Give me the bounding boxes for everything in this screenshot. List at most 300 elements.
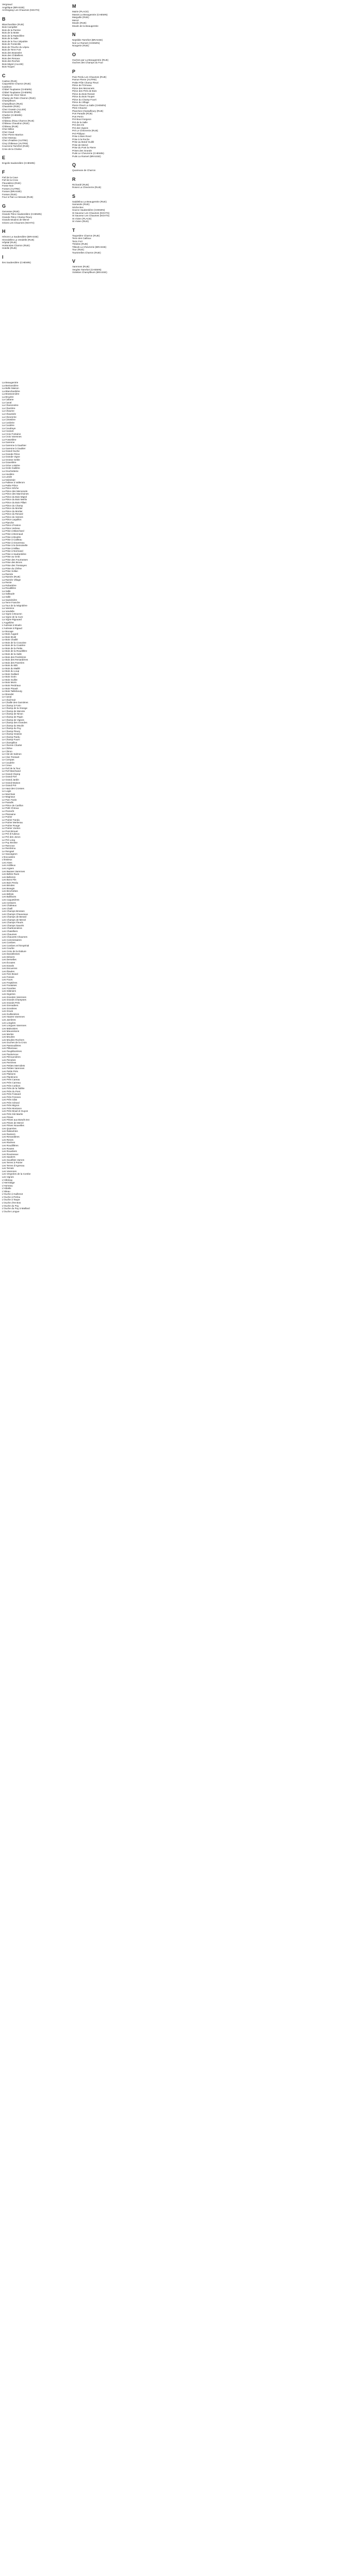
locality-entry: La Prise des Brons bbox=[2, 561, 22, 564]
index-entry: Bois de la Tour Sépultée bbox=[2, 40, 28, 43]
locality-entry: La Ramée (RUE) bbox=[2, 575, 21, 579]
locality-entry: L'Homeau bbox=[2, 1184, 13, 1187]
index-entry: Bois de l'Ouche du Lépeu bbox=[2, 45, 29, 48]
locality-entry: Les Chaumes bbox=[2, 933, 17, 936]
index-entry: Terre des Cailloux bbox=[72, 237, 91, 240]
locality-entry: Le Bois Morin bbox=[2, 681, 17, 684]
locality-entry: Les Chaleaux bbox=[2, 904, 17, 907]
locality-entry: La Tour de la Négrolière bbox=[2, 604, 27, 607]
locality-entry: Les Prés Careau bbox=[2, 1078, 20, 1081]
locality-entry: Les Petites Merroilets bbox=[2, 1064, 25, 1067]
index-entry: Chartier bbox=[2, 116, 11, 119]
locality-entry: L'Hermitage bbox=[2, 1181, 15, 1184]
locality-entry: La Terre Franche bbox=[2, 601, 20, 604]
locality-entry: Le Marchais bbox=[2, 792, 15, 795]
locality-entry: Les Dandeleines bbox=[2, 953, 20, 956]
index-entry: Bois Migné (ALLEE) bbox=[2, 62, 24, 65]
locality-entry: Les Caquetières bbox=[2, 898, 20, 901]
locality-entry: Les Petits Prés bbox=[2, 1070, 18, 1073]
locality-entry: Les Brillots bbox=[2, 892, 14, 895]
locality-entry: Les Chaill bbox=[2, 907, 13, 910]
locality-entry: Les Plaisons bbox=[2, 1073, 16, 1076]
index-entry: Cardinon bbox=[2, 85, 12, 88]
locality-entry: Les Ardilleux bbox=[2, 864, 16, 867]
index-entry: Hirondelles La Vendelle (RUE) bbox=[2, 238, 35, 241]
index-entry: Marais La Beaugentrie (CHEMIN) bbox=[72, 13, 108, 16]
index-entry: Chez Gaud bbox=[2, 130, 14, 133]
locality-entry: Les Grenadiers bbox=[2, 1004, 19, 1007]
locality-entry: Les Combes bbox=[2, 941, 15, 944]
locality-entry: La Croix Fontaine bbox=[2, 432, 21, 435]
index-entry: Neptiliée Tarrefort (BRASSE) bbox=[72, 39, 103, 41]
index-entry: Grande Pièce Champ Fleury bbox=[2, 215, 32, 218]
locality-entry: Les Pâtureaux bbox=[2, 1047, 18, 1050]
locality-entry: Le Bois de la Petite bbox=[2, 647, 23, 650]
locality-entry: Les Prises Nouvelles bbox=[2, 1124, 24, 1127]
locality-entry: La Prise des Tressayes bbox=[2, 564, 27, 567]
index-entry: Richardé (RUE) bbox=[72, 183, 89, 186]
locality-entry: L'Ouche à Guillenot bbox=[2, 1193, 23, 1196]
locality-entry: Le Pré des Joncs bbox=[2, 835, 21, 838]
locality-entry: Les Prises aux Bœufs Est bbox=[2, 1118, 29, 1122]
index-entry: Angélique (BRASSE) bbox=[2, 6, 25, 9]
index-entry: Champ de Potin Charron (RUE) bbox=[2, 96, 36, 99]
section-letter: C bbox=[2, 73, 6, 78]
index-entry: Bois de Fontenille bbox=[2, 43, 21, 45]
locality-entry: La Pièce Verlene bbox=[2, 527, 20, 530]
index-entry: Bois de la Motte bbox=[2, 31, 19, 34]
locality-entry: Les Prés Migron bbox=[2, 1104, 20, 1107]
index-left-column bbox=[2, 2, 64, 268]
index-entry: Chez Billon bbox=[2, 128, 14, 130]
index-entry: Plein Chaume bbox=[72, 107, 87, 109]
index-entry: Prise à Bois Rond bbox=[72, 135, 91, 138]
locality-entry: La Pièce du Mortier bbox=[2, 510, 23, 513]
index-entry: Pré des Vignes bbox=[72, 126, 89, 129]
locality-entry: Les Terres d'Agrenau bbox=[2, 1164, 25, 1167]
locality-entry: Les Guillonières bbox=[2, 1012, 19, 1015]
locality-entry: Les Longées bbox=[2, 1021, 16, 1024]
locality-entry: La Chaume bbox=[2, 410, 14, 413]
locality-entry: Le Bois Pinault bbox=[2, 687, 18, 690]
index-entry: Hortensias Charron (RUE) bbox=[2, 244, 30, 247]
locality-entry: Le Clos Tressart bbox=[2, 755, 20, 758]
index-entry: St Vivien (PLACE) bbox=[72, 217, 92, 220]
locality-entry: L'Hôtelle bbox=[2, 1187, 11, 1190]
section-letter: O bbox=[72, 52, 76, 57]
locality-entry: L'Hôtimay bbox=[2, 1178, 13, 1181]
locality-entry: Les Déniers bbox=[2, 955, 15, 958]
locality-entry: Les Brochettes bbox=[2, 890, 18, 893]
locality-entry: Le Bois du Maillé bbox=[2, 667, 20, 670]
locality-entry: Le Chail Noir bbox=[2, 698, 16, 701]
locality-entry: Le Champillon bbox=[2, 741, 18, 744]
locality-entry: Les Chatelliers bbox=[2, 930, 18, 933]
locality-entry: La Saulvinière bbox=[2, 598, 18, 601]
locality-entry: Les Basses Varennes bbox=[2, 870, 25, 873]
index-entry: Port Paradis (RUE) bbox=[72, 112, 93, 115]
index-entry: Prise de Mervé bbox=[72, 143, 88, 146]
locality-entry: Le Bois du Bât bbox=[2, 664, 18, 667]
locality-entry: Les Paulumoux bbox=[2, 1053, 19, 1056]
locality-entry: Les Peupliborières bbox=[2, 1049, 22, 1053]
locality-entry: Les Rivières bbox=[2, 1141, 15, 1144]
index-section bbox=[2, 169, 64, 199]
index-section bbox=[72, 176, 134, 189]
index-entry: Pièce du Bois Toupet bbox=[72, 95, 95, 98]
locality-entry: Le Champ de Papin bbox=[2, 715, 23, 718]
index-entry: Gervesse (RUE) bbox=[2, 210, 20, 213]
locality-entry: La Noiseraie bbox=[2, 478, 15, 481]
locality-entry: La Prise à Bouttin bbox=[2, 535, 21, 538]
locality-entry: La Belle Maison bbox=[2, 387, 19, 390]
locality-entry: La Vigne de la Cure bbox=[2, 615, 23, 618]
section-letter: G bbox=[2, 203, 6, 209]
index-section bbox=[72, 31, 134, 47]
locality-entry: La Pièce du Renard bbox=[2, 513, 23, 516]
locality-entry: Les Terrats bbox=[2, 1167, 14, 1170]
locality-entry: Le Bois de la Roudillère bbox=[2, 650, 27, 653]
index-section bbox=[72, 227, 134, 255]
locality-entry: Les Derselles bbox=[2, 958, 16, 961]
index-section bbox=[2, 228, 64, 250]
locality-entry: Les Combes et l'Empérial bbox=[2, 944, 29, 947]
locality-entry: Les Prés Sût Martin bbox=[2, 1113, 23, 1115]
index-entry: Bois Campillet bbox=[2, 26, 18, 28]
locality-entry: La Pièce du Champ bbox=[2, 504, 23, 507]
locality-entry: La Fosselière bbox=[2, 438, 16, 441]
index-entry: Champ de Chez Ninon bbox=[2, 94, 26, 96]
index-entry: Prise du Pont la Pierre bbox=[72, 146, 96, 149]
locality-entry: Le Paradis bbox=[2, 801, 13, 804]
locality-entry: Les Sousfites Varnes bbox=[2, 1158, 25, 1161]
locality-entry: Le Bois de la Coutière bbox=[2, 644, 26, 647]
locality-entry: Les Rousseaux bbox=[2, 1153, 19, 1156]
locality-entry: Le Chêne bbox=[2, 747, 12, 750]
locality-entry: Les Moulins bbox=[2, 1036, 15, 1039]
index-entry: Château (RUE) bbox=[2, 125, 19, 128]
locality-entry: Le Champ de Mervée bbox=[2, 709, 25, 713]
locality-entry: La Pièce des Marchoines bbox=[2, 493, 29, 496]
locality-entry: La Prise à Normand bbox=[2, 550, 23, 553]
locality-entry: Le Champ Fleury bbox=[2, 730, 21, 733]
locality-entry: Le Bois du Loup bbox=[2, 670, 20, 673]
locality-entry: L'Encoulière bbox=[2, 855, 15, 858]
locality-entry: La Brassonnière bbox=[2, 393, 20, 396]
locality-entry: Les Champs Sauvés bbox=[2, 924, 24, 927]
locality-entry: Le Plessaine bbox=[2, 812, 16, 816]
locality-entry: La Pièce du Bois Pillart bbox=[2, 501, 27, 504]
locality-entry: La Prise à Cailleau bbox=[2, 538, 22, 541]
index-entry: Grives Les Chaumes (NOATS) bbox=[2, 221, 35, 224]
index-entry: Bois de la Salle bbox=[2, 37, 19, 40]
locality-entry: La Chevrerrie bbox=[2, 415, 16, 418]
index-entry: Noir Le Rameé (CHEMIN) bbox=[72, 41, 100, 44]
index-entry: St Sauveur Les Chaumes (NOATS) bbox=[72, 211, 110, 214]
locality-entry: Les Aises bbox=[2, 861, 12, 864]
locality-entry: Le Bois des Perdrières bbox=[2, 655, 26, 658]
index-entry: Croix de la Chaîne bbox=[2, 147, 22, 150]
locality-entry: Les Roudillères bbox=[2, 1144, 19, 1147]
locality-entry: Les Gigeries bbox=[2, 993, 15, 996]
index-section bbox=[72, 69, 134, 158]
locality-entry: La Planche bbox=[2, 521, 14, 524]
locality-entry: L'Ouche Longue bbox=[2, 1210, 20, 1213]
index-entry: Quaireuse de Charron bbox=[72, 169, 96, 172]
index-entry: Chez d'Hailère (AUTRE) bbox=[2, 139, 28, 142]
locality-entry: Le Champ de Vignes bbox=[2, 718, 24, 721]
locality-entry: La Gravelière bbox=[2, 461, 16, 464]
locality-entry: La Beaugentrie bbox=[2, 381, 19, 384]
locality-entry: Les Perrières bbox=[2, 1061, 16, 1064]
locality-entry: Les Bellezes bbox=[2, 875, 16, 878]
index-entry: Chez Moreau bbox=[2, 136, 16, 139]
index-entry: Planches Champfleury (RUE) bbox=[72, 109, 104, 112]
index-entry: Tour (RUE) bbox=[72, 248, 84, 251]
locality-entry: Les Freptières bbox=[2, 981, 18, 984]
locality-entry: Les Gâtiniers bbox=[2, 990, 16, 993]
locality-entry: Les Prés du Pont bbox=[2, 1090, 21, 1093]
locality-entry: Le Chiron bbox=[2, 750, 12, 753]
locality-entry: Le Chemin Charlet bbox=[2, 744, 22, 747]
locality-entry: Les Sautiers bbox=[2, 1156, 15, 1159]
index-entry: Terre Fort bbox=[72, 240, 82, 243]
index-entry: Cinq Châteaux (AUTRE) bbox=[2, 142, 28, 145]
locality-entry: Les Rouxiliers bbox=[2, 1150, 17, 1153]
index-entry: Bois de la Ratevillère bbox=[2, 34, 25, 37]
locality-entry: L'Ouche à Taupe bbox=[2, 1198, 20, 1201]
locality-entry: Les Routes bbox=[2, 1147, 14, 1150]
locality-entry: Le Champ Fourri bbox=[2, 738, 20, 741]
locality-entry: Les Étaules bbox=[2, 970, 15, 973]
locality-entry: La Grande Vigne bbox=[2, 455, 20, 459]
locality-entry: Les Fosses bbox=[2, 975, 14, 978]
section-letter: S bbox=[72, 193, 76, 199]
locality-entry: La Prise des Fourrasses bbox=[2, 558, 28, 561]
locality-entry: Les Longues Varennes bbox=[2, 1024, 26, 1027]
locality-entry: Les Passoudières bbox=[2, 1044, 21, 1047]
locality-entry: Le Bois des Paveries bbox=[2, 661, 25, 664]
locality-entry: La Pièce du Bois Merlin bbox=[2, 498, 27, 501]
locality-entry: La Pièce du Bois Migné bbox=[2, 495, 27, 498]
locality-entry: La Vigne à Bouzon bbox=[2, 613, 22, 616]
locality-entry: La Pièce des Mervenets bbox=[2, 489, 28, 493]
locality-entry: Le Bocage bbox=[2, 630, 13, 633]
locality-entry: Le Fief Marchand bbox=[2, 770, 21, 773]
section-letter: H bbox=[2, 229, 6, 234]
locality-entry: Le Bois Gorin bbox=[2, 675, 16, 679]
index-entry: Château Chaudron (RUE) bbox=[2, 122, 29, 125]
locality-entry: Les Prés Carreau bbox=[2, 1081, 21, 1084]
locality-entry: La Prise à Blanchard bbox=[2, 530, 24, 533]
index-entry: Champfleurs (RUE) bbox=[2, 102, 23, 105]
index-entry: Nougerie (RUE) bbox=[72, 44, 89, 47]
index-entry: Vergète Tarrefort (CHEMIN) bbox=[72, 268, 102, 271]
locality-entry: La Gruchetterie bbox=[2, 469, 19, 472]
locality-entry: La Charonnière bbox=[2, 404, 19, 407]
locality-entry: Les Jarrières bbox=[2, 1018, 16, 1021]
locality-entry: Le Champ Grassin bbox=[2, 733, 22, 736]
index-entry: Pièce de l'Ormeau bbox=[72, 84, 92, 87]
index-entry: Varennes (RUE) bbox=[72, 265, 90, 268]
index-entry: Couronne Tarrefort (RUE) bbox=[2, 145, 29, 147]
locality-entry: Les Croix de la Dabure bbox=[2, 950, 26, 953]
index-entry: Pièce du Champ Fourri bbox=[72, 98, 97, 101]
locality-entry: La Prise Sollan bbox=[2, 570, 18, 573]
locality-entry: La Petite Pièce bbox=[2, 484, 18, 487]
locality-entry: Le Grand Jardin bbox=[2, 778, 19, 782]
locality-entry: Les Argiers bbox=[2, 867, 14, 870]
locality-entry: Les Rabeuhins bbox=[2, 1130, 18, 1133]
locality-entry: L'Ouche à Perlou bbox=[2, 1195, 21, 1198]
locality-entry: Le Bois Chaillé bbox=[2, 638, 18, 641]
index-entry: Prise à la Roche bbox=[72, 138, 90, 141]
index-entry: Fief de la Croix bbox=[2, 179, 18, 181]
locality-entry: Le Champ du Moulin bbox=[2, 724, 24, 727]
locality-entry: Les Bons Fils bbox=[2, 878, 16, 882]
index-entry: Roses La Chevrerrie (RUE) bbox=[72, 186, 102, 189]
locality-entry: La Prise à Millau bbox=[2, 547, 20, 550]
locality-entry: Le Puy Brosse bbox=[2, 841, 18, 844]
locality-entry: Le Pont Brouet bbox=[2, 829, 18, 833]
index-section bbox=[72, 258, 134, 274]
index-entry: Fleuralièrei (RUE) bbox=[2, 181, 21, 184]
index-entry: Thédins (RUE) bbox=[72, 243, 88, 245]
index-entry: Châtel Touplasse (CHEMIN) bbox=[2, 88, 32, 91]
locality-entry: La Garenne à Gauthier bbox=[2, 444, 26, 447]
index-entry: Port Perrin bbox=[72, 115, 84, 118]
index-entry: Chaussée (RUE) bbox=[2, 105, 20, 108]
locality-entry: La Garenne bbox=[2, 441, 15, 444]
locality-entry: La Corderie bbox=[2, 421, 15, 424]
index-section bbox=[2, 254, 64, 264]
locality-entry: La Pièce du Vannes bbox=[2, 515, 23, 518]
locality-entry: La Salle bbox=[2, 589, 11, 592]
locality-list bbox=[2, 381, 136, 1213]
locality-entry: Les Prés Fossard bbox=[2, 1093, 21, 1096]
section-letter: I bbox=[2, 254, 4, 260]
locality-entry: La Croix Varennes bbox=[2, 435, 22, 438]
index-entry: Pièce du Village bbox=[72, 101, 89, 104]
locality-entry: La Robertière bbox=[2, 584, 16, 587]
locality-entry: Les Frenèles bbox=[2, 987, 16, 990]
index-entry: Hérons La Sauberdière (BRASSE) bbox=[2, 235, 39, 238]
locality-entry: La Cimetière bbox=[2, 418, 16, 421]
locality-entry: La Prise à la Demoiselle bbox=[2, 544, 28, 547]
locality-entry: La Charrière bbox=[2, 406, 15, 410]
index-section bbox=[2, 16, 64, 69]
index-entry: Pré Philipon bbox=[72, 132, 85, 135]
locality-entry: La Garenne à Gaultier bbox=[2, 447, 26, 450]
locality-entry: La Pièce Laquillon bbox=[2, 518, 22, 521]
index-entry: Hôpital (RUE) bbox=[2, 241, 17, 244]
index-entry: Puits La Rameé (BRASSE) bbox=[72, 155, 101, 158]
locality-entry: Les Brindes bbox=[2, 884, 15, 887]
index-entry: Pièce des Mervenets bbox=[72, 87, 94, 90]
index-entry: St Sauveur Les Chaumes (NOATS) bbox=[72, 214, 110, 217]
locality-entry: Le Bois Brulé bbox=[2, 635, 16, 638]
locality-entry: La Prise à Gravereau bbox=[2, 541, 25, 544]
locality-entry: La Rente bbox=[2, 581, 12, 584]
locality-entry: L'Essieux bbox=[2, 858, 12, 861]
locality-entry: Les Champs Chauveaux bbox=[2, 912, 28, 916]
locality-entry: La Houlière bbox=[2, 472, 14, 476]
locality-entry: Le Poirier bbox=[2, 816, 12, 819]
locality-entry: Les Bois Perdu bbox=[2, 881, 19, 884]
index-entry: Chevrerrie (RUE) bbox=[2, 111, 21, 113]
index-entry: Iles Sauberdière (CHEMIN) bbox=[2, 261, 31, 264]
locality-entry: La Bruyère bbox=[2, 395, 14, 398]
locality-entry: Les Prises de Mervé bbox=[2, 1121, 24, 1124]
locality-entry: Le Bois Gaillard bbox=[2, 672, 19, 675]
locality-entry: Le Compas bbox=[2, 758, 14, 761]
locality-entry: Les Varennes bbox=[2, 1170, 17, 1173]
locality-entry: La Lande bbox=[2, 476, 12, 479]
section-letter: B bbox=[2, 16, 6, 22]
locality-entry: La Coudraye bbox=[2, 427, 16, 430]
locality-entry: La Grive Loisière bbox=[2, 464, 20, 467]
locality-entry: Le Clot de Salmon bbox=[2, 753, 22, 756]
locality-entry: Les Vignes bbox=[2, 1176, 14, 1179]
locality-entry: Les Grandes Varennes bbox=[2, 995, 26, 998]
index-entry: Grande Pièce Sauberdière (CHEMIN) bbox=[2, 213, 42, 215]
locality-entry: La Prise au Grob bbox=[2, 555, 20, 558]
locality-entry: Le Bois des Renardières bbox=[2, 658, 28, 662]
locality-entry: La Vendelle bbox=[2, 609, 15, 613]
index-section bbox=[72, 3, 134, 27]
locality-entry: Le Poirier Rouge bbox=[2, 824, 20, 827]
locality-entry: Les Renardières bbox=[2, 1136, 20, 1139]
locality-entry: Le Magnaux bbox=[2, 795, 15, 799]
index-entry: Pièce du Bois Rosset bbox=[72, 92, 95, 95]
locality-entry: Le Creux bbox=[2, 764, 12, 767]
index-entry: Bois Toupet bbox=[2, 65, 14, 68]
locality-entry: La Grande Pièce bbox=[2, 452, 20, 455]
locality-entry: Le Pinzerôt bbox=[2, 810, 14, 813]
locality-entry: Le Poirier Vordon bbox=[2, 827, 21, 830]
index-entry: Archingeay Les Chaumes (NOATS) bbox=[2, 9, 40, 11]
index-entry: Pré de la Salle bbox=[72, 121, 88, 124]
index-entry: Marguille (RUE) bbox=[72, 16, 89, 19]
locality-entry: La Roudillère bbox=[2, 587, 16, 590]
locality-entry: Les Charbonnières bbox=[2, 927, 22, 930]
locality-entry: Le Grand Fief bbox=[2, 775, 17, 778]
locality-entry: La Pièce Sêche bbox=[2, 487, 19, 490]
index-entry: Bois des Roches bbox=[2, 60, 20, 62]
locality-entry: La Prise du Chêne bbox=[2, 567, 22, 570]
index-section bbox=[2, 3, 64, 12]
index-entry: Pré Bout Gorgeon bbox=[72, 118, 92, 121]
locality-entry: Le Poirier Fandu bbox=[2, 818, 20, 821]
locality-entry: Le Chaille des Garnières bbox=[2, 701, 28, 704]
locality-entry: La Couture bbox=[2, 430, 14, 433]
locality-entry: Les Plantinons bbox=[2, 1075, 18, 1078]
index-entry: Caquetterie Charron (RUE) bbox=[2, 82, 31, 85]
locality-entry: Les Ezards bbox=[2, 964, 14, 967]
locality-entry: Le Canal bbox=[2, 696, 12, 699]
index-entry: Violettes Champfleurs (BRASSE) bbox=[72, 271, 107, 274]
locality-entry: Les Belles Rues bbox=[2, 873, 20, 876]
locality-entry: La Chaussée bbox=[2, 413, 16, 416]
index-entry: Four à Pain Le Menais (RUE) bbox=[2, 196, 34, 198]
locality-entry: La Salle bbox=[2, 596, 11, 599]
locality-entry: L'Aubraie à Moulin bbox=[2, 624, 22, 627]
locality-entry: Les Ouches de la Croix bbox=[2, 1041, 27, 1044]
locality-entry: Les Chauvets Chaumes bbox=[2, 936, 28, 939]
locality-entry: Le Sauvageon bbox=[2, 853, 18, 856]
index-entry: Moulin de la Beaugentrie bbox=[72, 24, 98, 27]
locality-entry: Les Grands Prés bbox=[2, 1001, 20, 1004]
